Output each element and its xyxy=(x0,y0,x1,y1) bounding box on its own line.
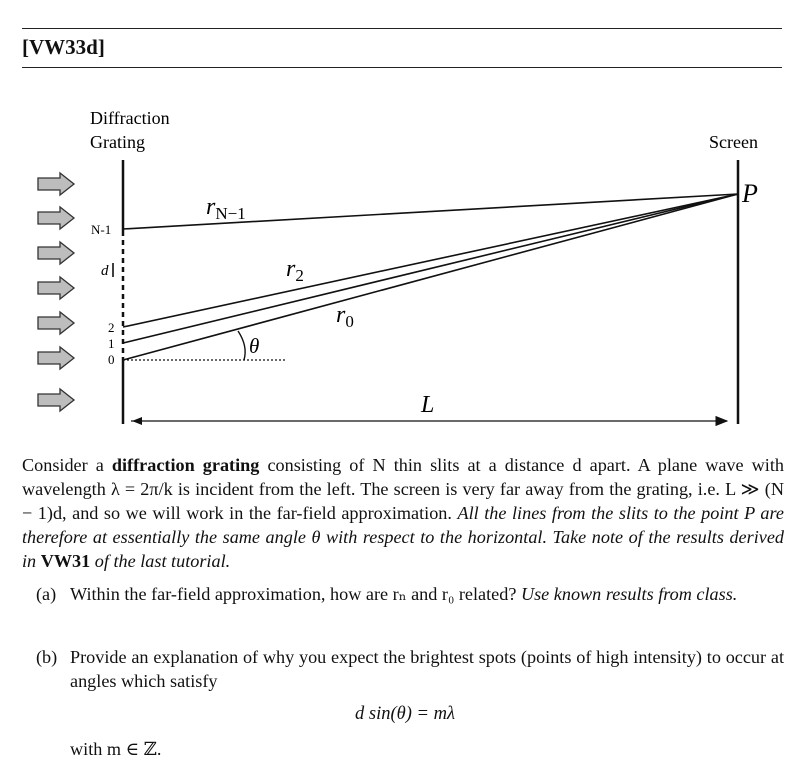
distance-arrow-left-head xyxy=(132,417,142,425)
wave-arrow-icon xyxy=(38,347,74,369)
question-b-after: with m ∈ ℤ. xyxy=(70,739,162,759)
wave-arrow-icon xyxy=(38,312,74,334)
question-b xyxy=(36,645,784,693)
ray-label-mid: $r_2$ xyxy=(286,256,304,285)
grating-label-line1: Diffraction xyxy=(90,108,170,128)
problem-code: [VW33d] xyxy=(22,35,105,59)
point-label: P xyxy=(742,179,758,208)
ray-label-bot: $r_0$ xyxy=(336,302,354,331)
question-a-text: Within the far-field approximation, how are rₙ and r₀ related? xyxy=(70,584,521,604)
wave-arrow-icon xyxy=(38,242,74,264)
question-b-tag: (b) xyxy=(36,647,58,667)
wave-arrow-icon xyxy=(38,173,74,195)
slit-label-2: 2 xyxy=(108,320,115,335)
screen-label: Screen xyxy=(709,132,758,152)
question-a-hint: Use known results from class. xyxy=(520,584,738,604)
ray-label-top: $r_{N-1}$ xyxy=(206,194,246,223)
equation: d sin(θ) = mλ xyxy=(355,704,455,724)
wave-arrow-icon xyxy=(38,277,74,299)
wave-arrow-icon xyxy=(38,207,74,229)
grating-label-line2: Grating xyxy=(90,132,145,152)
question-a-tag: (a) xyxy=(36,584,57,604)
slit-label-1: 1 xyxy=(108,336,115,351)
slit-label-d: d xyxy=(101,263,109,279)
wave-arrow-icon xyxy=(38,389,74,411)
angle-label: θ xyxy=(249,334,260,358)
incoming-wave-arrows xyxy=(38,173,74,411)
question-a xyxy=(36,582,784,606)
distance-label: L xyxy=(421,392,435,418)
slit-label-top: N-1 xyxy=(91,222,112,237)
question-b-text: Provide an explanation of why you expect the brightest spots (points of high intensity) to occur at angles which satisfy xyxy=(70,647,784,691)
angle-arc xyxy=(238,331,245,360)
slit-label-0: 0 xyxy=(108,352,115,367)
problem-statement: Consider a diffraction grating consisting of N thin slits at a distance d apart. A plane wave with wavelength λ = 2π/k is incident from the left. The screen is very far away from the grating, i.e. L ≫ (N − 1)d, and so we will work in the far-field approximation. All the lines from the slits to the point P are therefore at essentially the same angle θ with respect to the horizontal. Take note of the results derived in VW31 of the last tutorial. xyxy=(22,455,785,571)
